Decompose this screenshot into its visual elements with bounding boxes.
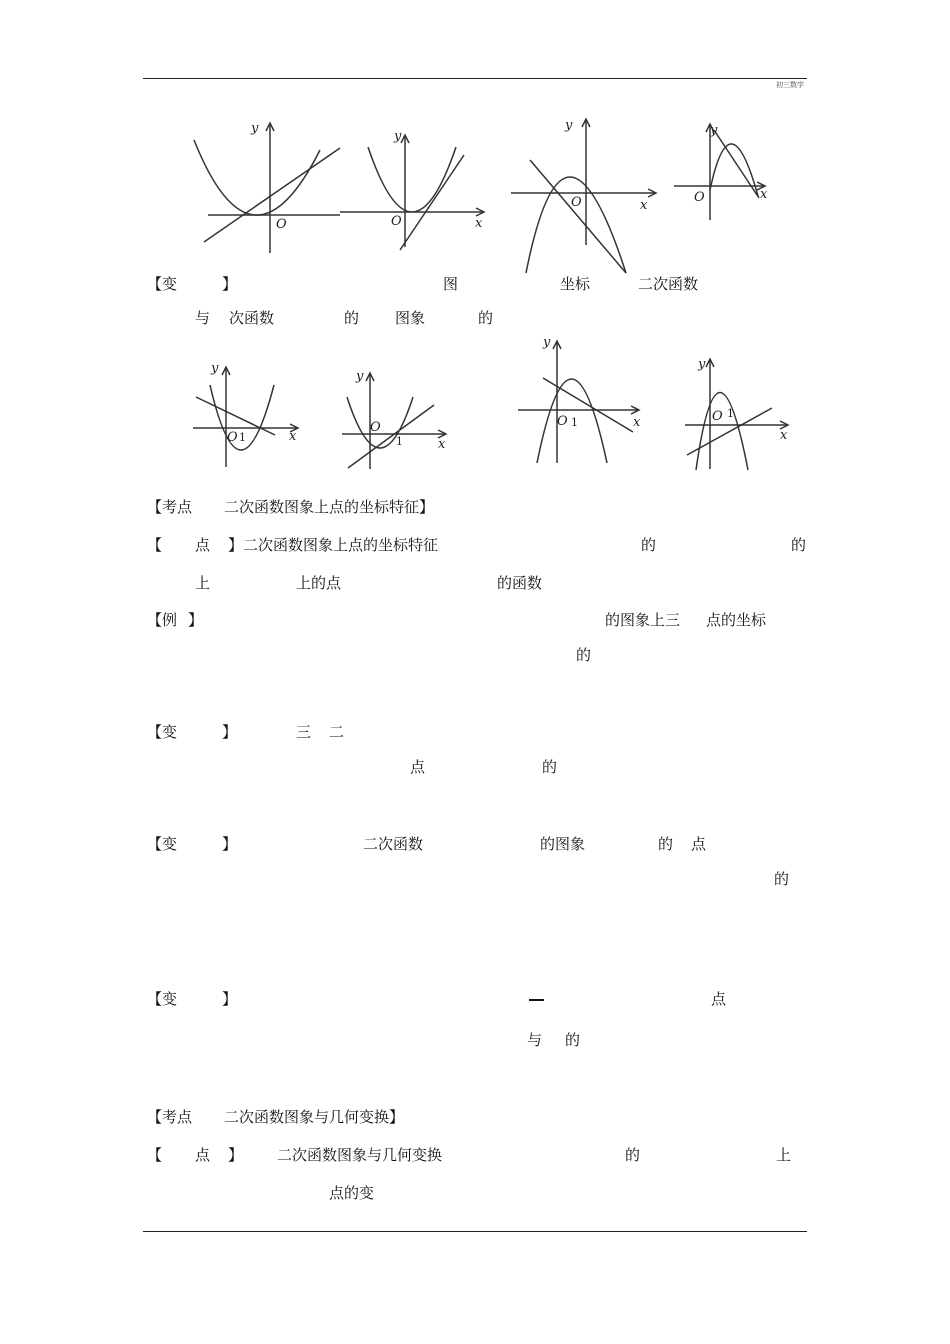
parabola (526, 177, 626, 273)
li-label: 【例 (147, 611, 178, 629)
text-zuobiao: 坐标 (560, 275, 591, 293)
bian-bracket-2: 【变 (147, 723, 178, 741)
text-de-c: 的 (641, 536, 657, 554)
graph-row2-3 (515, 335, 650, 470)
bracket-open: 【 (147, 536, 163, 554)
graph-row2-4 (682, 355, 797, 475)
text-de-f: 的 (542, 758, 558, 776)
origin-label: O (391, 214, 402, 229)
bian-bracket-1-close: 】 (222, 275, 238, 293)
x-axis-label: x (760, 187, 768, 202)
y-axis-label: y (698, 357, 706, 372)
parabola (368, 147, 456, 212)
parabola (710, 144, 758, 196)
text-ercihanshu: 二次函数 (638, 275, 699, 293)
straight-line (530, 160, 626, 273)
text-shangdedian: 上的点 (296, 574, 342, 592)
text-diandebian: 点的变 (329, 1184, 375, 1202)
footer-rule (143, 1231, 807, 1232)
straight-line (714, 130, 759, 198)
header-note: 初三数学 (776, 81, 804, 89)
text-jihebianhuan: 二次函数图象与几何变换 (277, 1146, 443, 1164)
bian-bracket-1: 【变 (147, 275, 178, 293)
parabola (696, 393, 748, 471)
text-diandezuobiao: 点的坐标 (706, 611, 767, 629)
text-san: 三 (296, 723, 312, 741)
y-axis-label: y (565, 118, 573, 133)
kaodian-label-2: 【考点 (147, 1108, 193, 1126)
unit-one-label: 1 (571, 416, 578, 429)
text-tu: 图 (443, 275, 459, 293)
text-ercihanshu-b: 二次函数 (363, 835, 424, 853)
text-detuxiang: 的图象 (540, 835, 586, 853)
header-rule (143, 78, 807, 79)
text-de-d: 的 (791, 536, 807, 554)
text-tezheng: 】二次函数图象上点的坐标特征 (228, 536, 439, 554)
y-axis-label: y (251, 121, 259, 136)
graph-row1-4 (672, 120, 777, 225)
graph-row1-3 (508, 115, 668, 275)
x-axis-label: x (475, 216, 483, 231)
x-axis-label: x (289, 429, 297, 444)
text-dian: 点 (195, 536, 211, 554)
text-tuxiang: 图象 (395, 309, 426, 327)
origin-label: O (694, 190, 705, 205)
text-de-g: 的 (658, 835, 674, 853)
straight-line (400, 155, 464, 250)
origin-label: O (276, 217, 287, 232)
text-de-i: 的 (565, 1031, 581, 1049)
origin-label: O (712, 409, 723, 424)
text-de-b: 的 (478, 309, 494, 327)
text-de-j: 的 (625, 1146, 641, 1164)
bian-bracket-4-close: 】 (222, 990, 238, 1008)
text-dehanshu: 的函数 (497, 574, 543, 592)
bian-bracket-3-close: 】 (222, 835, 238, 853)
text-dian-d: 点 (711, 990, 727, 1008)
straight-line (348, 405, 434, 468)
text-dian-e: 点 (195, 1146, 211, 1164)
text-er: 二 (329, 723, 345, 741)
text-dian-c: 点 (691, 835, 707, 853)
kaodian-title-1: 二次函数图象上点的坐标特征】 (224, 498, 435, 516)
x-axis-label: x (780, 428, 788, 443)
kaodian-title-2: 二次函数图象与几何变换】 (224, 1108, 405, 1126)
origin-label: O (557, 414, 568, 429)
text-cihanshu: 次函数 (229, 309, 275, 327)
x-axis-label: x (633, 415, 641, 430)
text-yu: 与 (195, 309, 211, 327)
graph-row1-1 (190, 115, 345, 255)
bracket-open-b: 【 (147, 1146, 163, 1164)
text-shang: 上 (195, 574, 211, 592)
text-dian-b: 点 (410, 758, 426, 776)
kaodian-label-1: 【考点 (147, 498, 193, 516)
unit-one-label: 1 (396, 435, 403, 448)
bracket-close-b: 】 (228, 1146, 244, 1164)
graph-row1-2 (338, 125, 493, 255)
li-label-close: 】 (188, 611, 204, 629)
y-axis-label: y (710, 123, 718, 138)
parabola (194, 140, 320, 215)
y-axis-label: y (543, 335, 551, 350)
text-tuxiangshangsan: 的图象上三 (605, 611, 681, 629)
unit-one-label: 1 (239, 431, 246, 444)
bian-bracket-3: 【变 (147, 835, 178, 853)
origin-label: O (227, 430, 238, 445)
unit-one-label: 1 (727, 407, 734, 420)
x-axis-label: x (640, 198, 648, 213)
graph-row2-2 (340, 365, 455, 475)
text-de-h: 的 (774, 870, 790, 888)
text-de-a: 的 (344, 309, 360, 327)
graph-row2-1 (190, 355, 305, 475)
origin-label: O (571, 195, 582, 210)
bian-bracket-4: 【变 (147, 990, 178, 1008)
text-yu-b: 与 (527, 1031, 543, 1049)
y-axis-label: y (211, 361, 219, 376)
dash-mark (529, 999, 544, 1001)
y-axis-label: y (356, 369, 364, 384)
bian-bracket-2-close: 】 (222, 723, 238, 741)
text-shang-b: 上 (776, 1146, 792, 1164)
y-axis-label: y (394, 129, 402, 144)
origin-label: O (370, 420, 381, 435)
x-axis-label: x (438, 437, 446, 452)
text-de-e: 的 (576, 646, 592, 664)
